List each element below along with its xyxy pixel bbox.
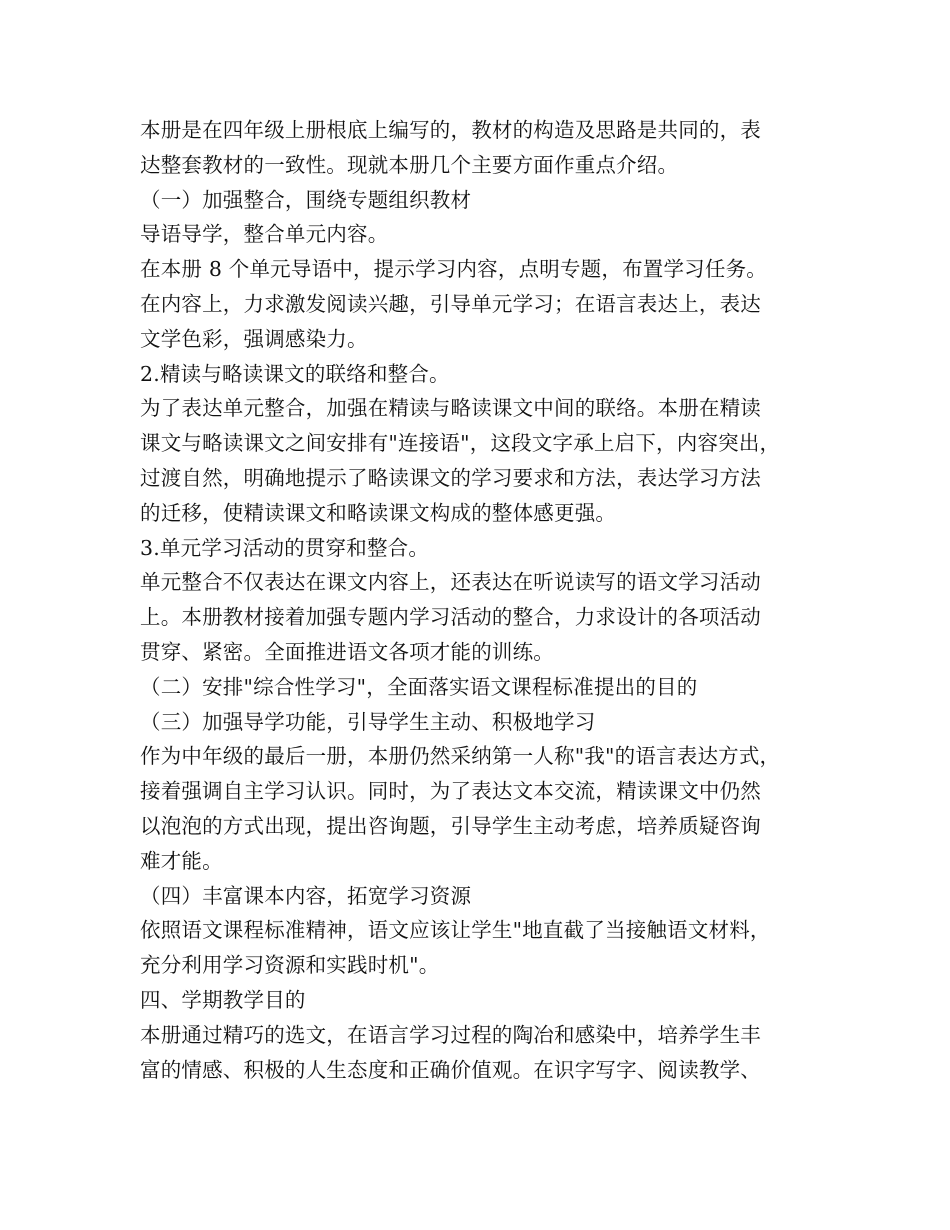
text-line: 富的情感、积极的人生态度和正确价值观。在识字写字、阅读教学、 — [140, 1057, 761, 1082]
text-line: 本册是在四年级上册根底上编写的，教材的构造及思路是共同的，表 — [140, 118, 761, 142]
text-line: 为了表达单元整合，加强在精读与略读课文中间的联络。本册在精读 — [140, 396, 761, 421]
subsection-heading: 3.单元学习活动的贯穿和整合。 — [140, 535, 430, 560]
text-line: 在本册 8 个单元导语中，提示学习内容，点明专题，布置学习任务。 — [140, 257, 767, 282]
text-line: 贯穿、紧密。全面推进语文各项才能的训练。 — [140, 639, 554, 664]
section-heading: （三）加强导学功能，引导学生主动、积极地学习 — [140, 709, 596, 734]
subsection-heading: 2.精读与略读课文的联络和整合。 — [140, 361, 450, 386]
section-heading: （一）加强整合，围绕专题组织教材 — [140, 187, 472, 212]
text-line: 难才能。 — [140, 848, 223, 873]
text-line: 达整套教材的一致性。现就本册几个主要方面作重点介绍。 — [140, 152, 679, 177]
text-line: 依照语文课程标准精神，语文应该让学生"地直截了当接触语文材料， — [140, 918, 771, 943]
text-line: 以泡泡的方式出现，提出咨询题，引导学生主动考虑，培养质疑咨询 — [140, 813, 761, 838]
text-line: 过渡自然，明确地提示了略读课文的学习要求和方法，表达学习方法 — [140, 465, 761, 490]
text-line: 文学色彩，强调感染力。 — [140, 326, 368, 351]
text-line: 接着强调自主学习认识。同时，为了表达文本交流，精读课文中仍然 — [140, 779, 761, 804]
section-heading: （二）安排"综合性学习"，全面落实语文课程标准提出的目的 — [140, 674, 698, 699]
text-line: 上。本册教材接着加强专题内学习活动的整合，力求设计的各项活动 — [140, 605, 761, 630]
text-line: 本册通过精巧的选文，在语言学习过程的陶冶和感染中，培养学生丰 — [140, 1022, 761, 1047]
text-line: 在内容上，力求激发阅读兴趣，引导单元学习；在语言表达上，表达 — [140, 291, 761, 316]
text-line: 课文与略读课文之间安排有"连接语"，这段文字承上启下，内容突出， — [140, 431, 781, 456]
section-heading: （四）丰富课本内容，拓宽学习资源 — [140, 883, 472, 908]
text-line: 导语导学，整合单元内容。 — [140, 222, 389, 247]
text-line: 单元整合不仅表达在课文内容上，还表达在听说读写的语文学习活动 — [140, 570, 761, 595]
document-body — [140, 113, 830, 1087]
section-heading: 四、学期教学目的 — [140, 987, 306, 1012]
text-line: 的迁移，使精读课文和略读课文构成的整体感更强。 — [140, 500, 617, 525]
text-line: 充分利用学习资源和实践时机"。 — [140, 953, 440, 978]
text-line: 作为中年级的最后一册，本册仍然采纳第一人称"我"的语言表达方式， — [140, 744, 781, 769]
